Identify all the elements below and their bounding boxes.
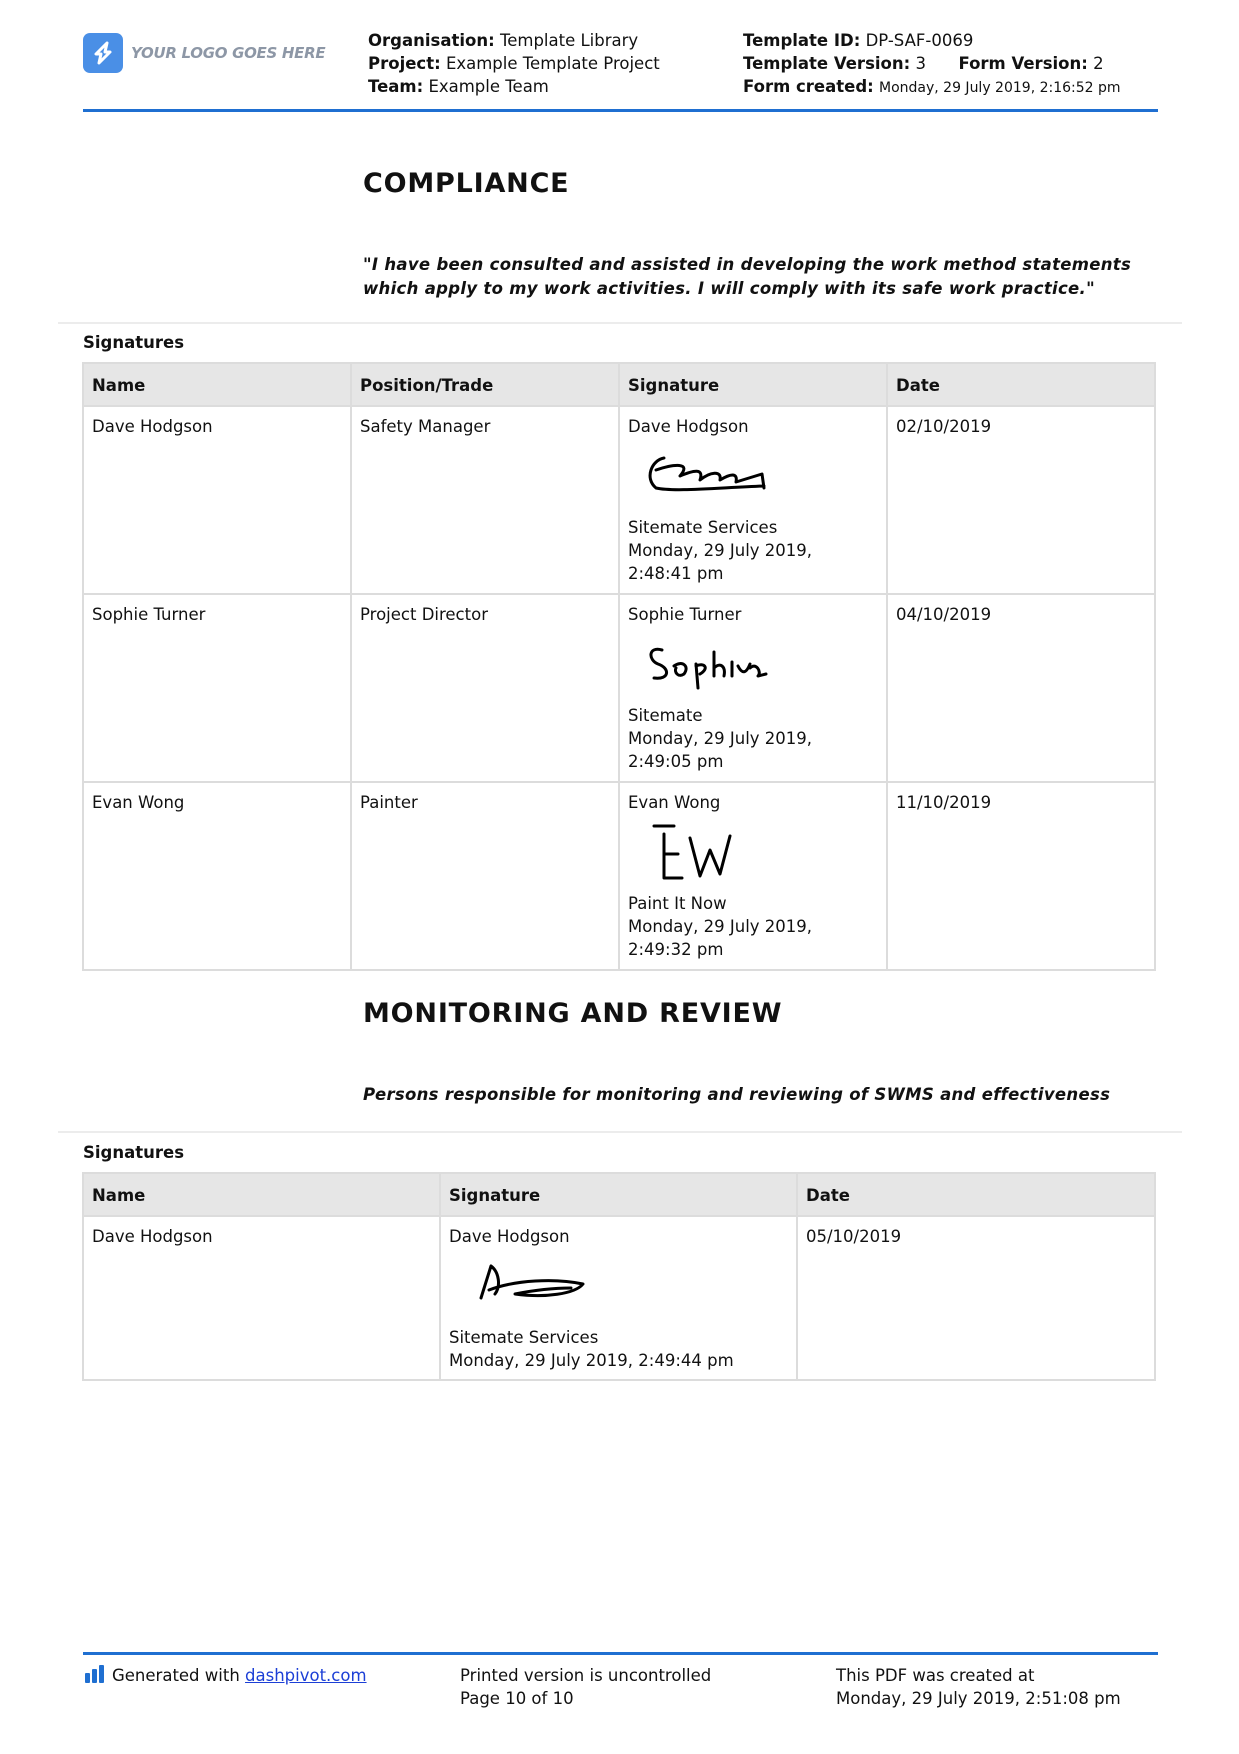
- cell-name: Evan Wong: [83, 782, 351, 970]
- footer-divider: [83, 1652, 1158, 1655]
- signer-name: Sophie Turner: [628, 605, 742, 624]
- generated-text: Generated with: [112, 1666, 246, 1685]
- header-org-column: [368, 29, 660, 98]
- section-divider: [58, 322, 1182, 324]
- column-header-date: Date: [797, 1173, 1155, 1216]
- signer-name: Dave Hodgson: [628, 417, 749, 436]
- table-row: [83, 1216, 1155, 1380]
- signed-time: 2:49:32 pm: [628, 940, 724, 959]
- signature-image: [455, 1250, 595, 1322]
- template-version-value: 3: [915, 54, 926, 73]
- form-version-label: Form Version:: [958, 54, 1088, 73]
- cell-date: 02/10/2019: [887, 406, 1155, 594]
- pdf-created-value: Monday, 29 July 2019, 2:51:08 pm: [836, 1689, 1121, 1708]
- organisation-label: Organisation:: [368, 31, 495, 50]
- signed-at: Monday, 29 July 2019, 2:49:44 pm: [449, 1351, 734, 1370]
- signatures-label: Signatures: [83, 333, 185, 352]
- dashpivot-link[interactable]: dashpivot.com: [245, 1666, 367, 1685]
- section-divider: [58, 1131, 1182, 1133]
- column-header-name: Name: [83, 363, 351, 406]
- signed-date: Monday, 29 July 2019,: [628, 917, 813, 936]
- form-created-label: Form created:: [743, 77, 874, 96]
- signer-company: Sitemate: [628, 706, 703, 725]
- signature-image: [634, 816, 774, 888]
- signature-image: [634, 440, 774, 512]
- cell-signature: [619, 782, 887, 970]
- compliance-signature-table: [82, 362, 1156, 971]
- monitoring-statement: Persons responsible for monitoring and reviewing of SWMS and effectiveness: [363, 1085, 1111, 1104]
- column-header-signature: Signature: [619, 363, 887, 406]
- signed-date: Monday, 29 July 2019,: [628, 541, 813, 560]
- logo-text: YOUR LOGO GOES HERE: [131, 44, 326, 62]
- signer-name: Dave Hodgson: [449, 1227, 570, 1246]
- cell-date: 11/10/2019: [887, 782, 1155, 970]
- cell-name: Sophie Turner: [83, 594, 351, 782]
- column-header-date: Date: [887, 363, 1155, 406]
- team-value: Example Team: [428, 77, 549, 96]
- cell-name: Dave Hodgson: [83, 1216, 440, 1380]
- compliance-statement-line-2: which apply to my work activities. I will comply with its safe work practice.": [363, 279, 1096, 298]
- table-row: [83, 782, 1155, 970]
- signer-name: Evan Wong: [628, 793, 721, 812]
- template-id-value: DP-SAF-0069: [865, 31, 974, 50]
- signer-company: Paint It Now: [628, 894, 727, 913]
- template-version-label: Template Version:: [743, 54, 911, 73]
- table-row: [83, 406, 1155, 594]
- form-created-value: Monday, 29 July 2019, 2:16:52 pm: [879, 80, 1121, 96]
- form-version-value: 2: [1093, 54, 1104, 73]
- pdf-created-label: This PDF was created at: [836, 1666, 1035, 1685]
- compliance-statement: [363, 253, 1143, 301]
- column-header-position: Position/Trade: [351, 363, 619, 406]
- signed-date: Monday, 29 July 2019,: [628, 729, 813, 748]
- signed-time: 2:49:05 pm: [628, 752, 724, 771]
- footer-generated: [84, 1664, 367, 1687]
- monitoring-title: MONITORING AND REVIEW: [363, 998, 783, 1029]
- signer-company: Sitemate Services: [449, 1328, 599, 1347]
- project-value: Example Template Project: [445, 54, 660, 73]
- compliance-title: COMPLIANCE: [363, 168, 570, 199]
- footer-page-info: [460, 1664, 711, 1710]
- table-header-row: [83, 1173, 1155, 1216]
- page-number: Page 10 of 10: [460, 1689, 574, 1708]
- team-label: Team:: [368, 77, 424, 96]
- cell-signature: [619, 594, 887, 782]
- uncontrolled-notice: Printed version is uncontrolled: [460, 1666, 712, 1685]
- project-label: Project:: [368, 54, 441, 73]
- template-id-label: Template ID:: [743, 31, 861, 50]
- cell-date: 05/10/2019: [797, 1216, 1155, 1380]
- company-logo: [83, 33, 325, 73]
- header-divider: [83, 109, 1158, 112]
- signer-company: Sitemate Services: [628, 518, 778, 537]
- cell-signature: [619, 406, 887, 594]
- column-header-name: Name: [83, 1173, 440, 1216]
- bar-chart-icon: [84, 1665, 106, 1683]
- signatures-label: Signatures: [83, 1143, 185, 1162]
- column-header-signature: Signature: [440, 1173, 797, 1216]
- cell-signature: [440, 1216, 797, 1380]
- cell-position: Painter: [351, 782, 619, 970]
- table-header-row: [83, 363, 1155, 406]
- cell-position: Project Director: [351, 594, 619, 782]
- monitoring-signature-table: [82, 1172, 1156, 1381]
- compliance-statement-line-1: "I have been consulted and assisted in developing the work method statements: [363, 255, 1132, 274]
- signature-image: [634, 628, 774, 700]
- logo-icon: [83, 33, 123, 73]
- cell-name: Dave Hodgson: [83, 406, 351, 594]
- table-row: [83, 594, 1155, 782]
- signed-time: 2:48:41 pm: [628, 564, 724, 583]
- header-template-column: [743, 29, 1121, 100]
- organisation-value: Template Library: [499, 31, 639, 50]
- cell-position: Safety Manager: [351, 406, 619, 594]
- footer-pdf-created: [836, 1664, 1121, 1710]
- cell-date: 04/10/2019: [887, 594, 1155, 782]
